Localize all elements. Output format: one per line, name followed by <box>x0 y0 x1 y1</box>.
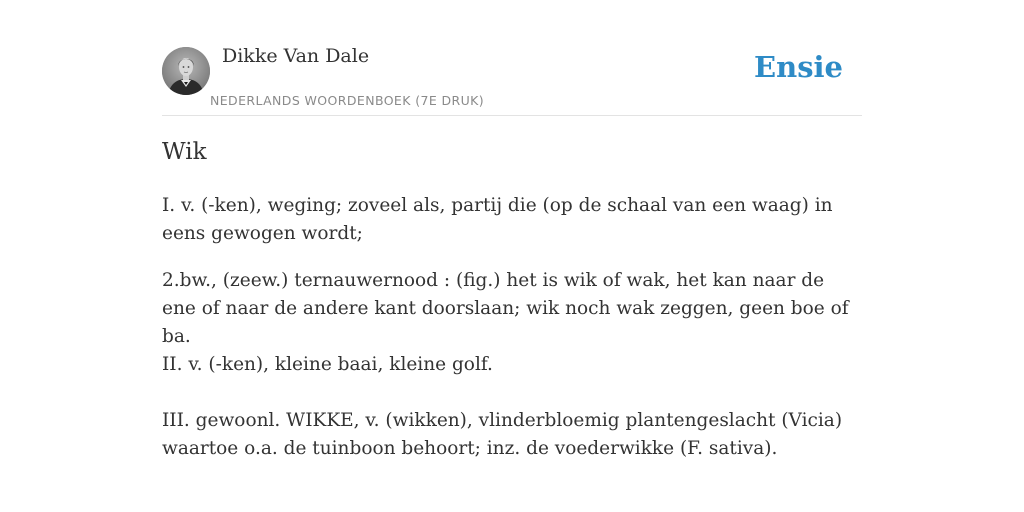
definition-paragraph: III. gewoonl. WIKKE, v. (wikken), vlinderbloemig plantengeslacht (Vicia) waartoe o.a. de tuinboon behoort; inz. de voederwikke (F. sativa). <box>162 410 843 459</box>
entry-title: Wik <box>162 139 207 165</box>
author-avatar[interactable] <box>162 47 210 95</box>
header <box>162 0 862 116</box>
brand-logo[interactable]: Ensie <box>754 50 843 84</box>
definition-paragraph: II. v. (-ken), kleine baai, kleine golf. <box>162 354 493 375</box>
definition-paragraph: 2.bw., (zeew.) ternauwernood : (fig.) het is wik of wak, het kan naar de ene of naar de andere kant doorslaan; wik noch wak zeggen, geen boe of ba. <box>162 270 849 347</box>
definition-paragraph: I. v. (-ken), weging; zoveel als, partij die (op de schaal van een waag) in eens gewogen wordt; <box>162 195 833 244</box>
entry-card <box>162 0 862 459</box>
portrait-photo-icon <box>162 47 210 95</box>
dictionary-subtitle: NEDERLANDS WOORDENBOEK (7E DRUK) <box>210 93 485 108</box>
author-name[interactable]: Dikke Van Dale <box>222 45 370 67</box>
